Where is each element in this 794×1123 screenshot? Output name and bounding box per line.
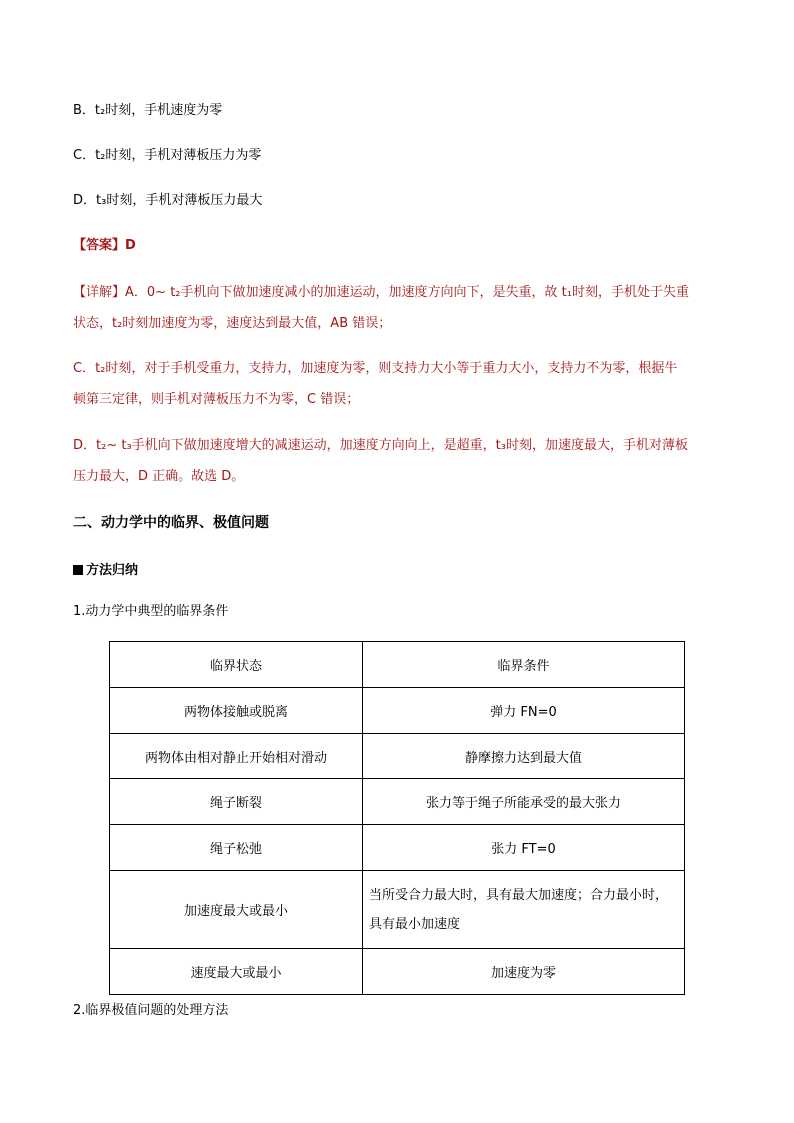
table-cell: 绳子断裂 (110, 779, 363, 825)
critical-conditions-table (109, 641, 685, 995)
table-row (110, 825, 685, 871)
option-b: B．t₂时刻，手机速度为零 (73, 103, 223, 118)
table-cell: 张力 FT=0 (363, 825, 685, 871)
explanation-paragraph-2 (73, 353, 723, 415)
option-d: D．t₃时刻，手机对薄板压力最大 (73, 193, 263, 208)
explanation-p2-line2: 顿第三定律，则手机对薄板压力不为零，C 错误； (73, 392, 360, 407)
table-row (110, 734, 685, 779)
table-header-cell: 临界条件 (363, 642, 685, 688)
item-1: 1.动力学中典型的临界条件 (73, 604, 229, 619)
explanation-paragraph-1 (73, 277, 723, 339)
table-header-cell: 临界状态 (110, 642, 363, 688)
option-c: C．t₂时刻，手机对薄板压力为零 (73, 148, 262, 163)
table-row (110, 779, 685, 825)
explanation-p1-line1: 【详解】A．0~ t₂手机向下做加速度减小的加速运动，加速度方向向下，是失重，故 t₁时刻，手机处于失重 (73, 285, 689, 300)
section-title: 二、动力学中的临界、极值问题 (73, 515, 269, 531)
table-row (110, 949, 685, 995)
table-cell: 弹力 FN=0 (363, 688, 685, 734)
method-title-row (73, 559, 138, 578)
method-title: 方法归纳 (86, 563, 139, 578)
table-header-row (110, 642, 685, 688)
explanation-p1-line2: 状态，t₂时刻加速度为零，速度达到最大值，AB 错误； (73, 316, 392, 331)
table-cell: 两物体接触或脱离 (110, 688, 363, 734)
answer-label: 【答案】D (73, 238, 136, 253)
item-2: 2.临界极值问题的处理方法 (73, 1003, 229, 1018)
explanation-paragraph-3 (73, 430, 723, 492)
table-row (110, 871, 685, 949)
explanation-p3-line1: D．t₂~ t₃手机向下做加速度增大的减速运动，加速度方向向上，是超重，t₃时刻，加速度最大，手机对薄板 (73, 438, 688, 453)
table-cell: 加速度最大或最小 (110, 871, 363, 949)
explanation-p3-line2: 压力最大，D 正确。故选 D。 (73, 469, 245, 484)
table-cell: 两物体由相对静止开始相对滑动 (110, 734, 363, 779)
table-row (110, 688, 685, 734)
table-cell: 张力等于绳子所能承受的最大张力 (363, 779, 685, 825)
table-cell: 速度最大或最小 (110, 949, 363, 995)
table-cell: 加速度为零 (363, 949, 685, 995)
explanation-p2-line1: C．t₂时刻，对于手机受重力，支持力，加速度为零，则支持力大小等于重力大小，支持力不为零，根据牛 (73, 361, 678, 376)
table-cell: 绳子松弛 (110, 825, 363, 871)
table-cell: 静摩擦力达到最大值 (363, 734, 685, 779)
table-cell: 当所受合力最大时，具有最大加速度；合力最小时，具有最小加速度 (363, 871, 685, 949)
black-square-icon (73, 565, 83, 575)
